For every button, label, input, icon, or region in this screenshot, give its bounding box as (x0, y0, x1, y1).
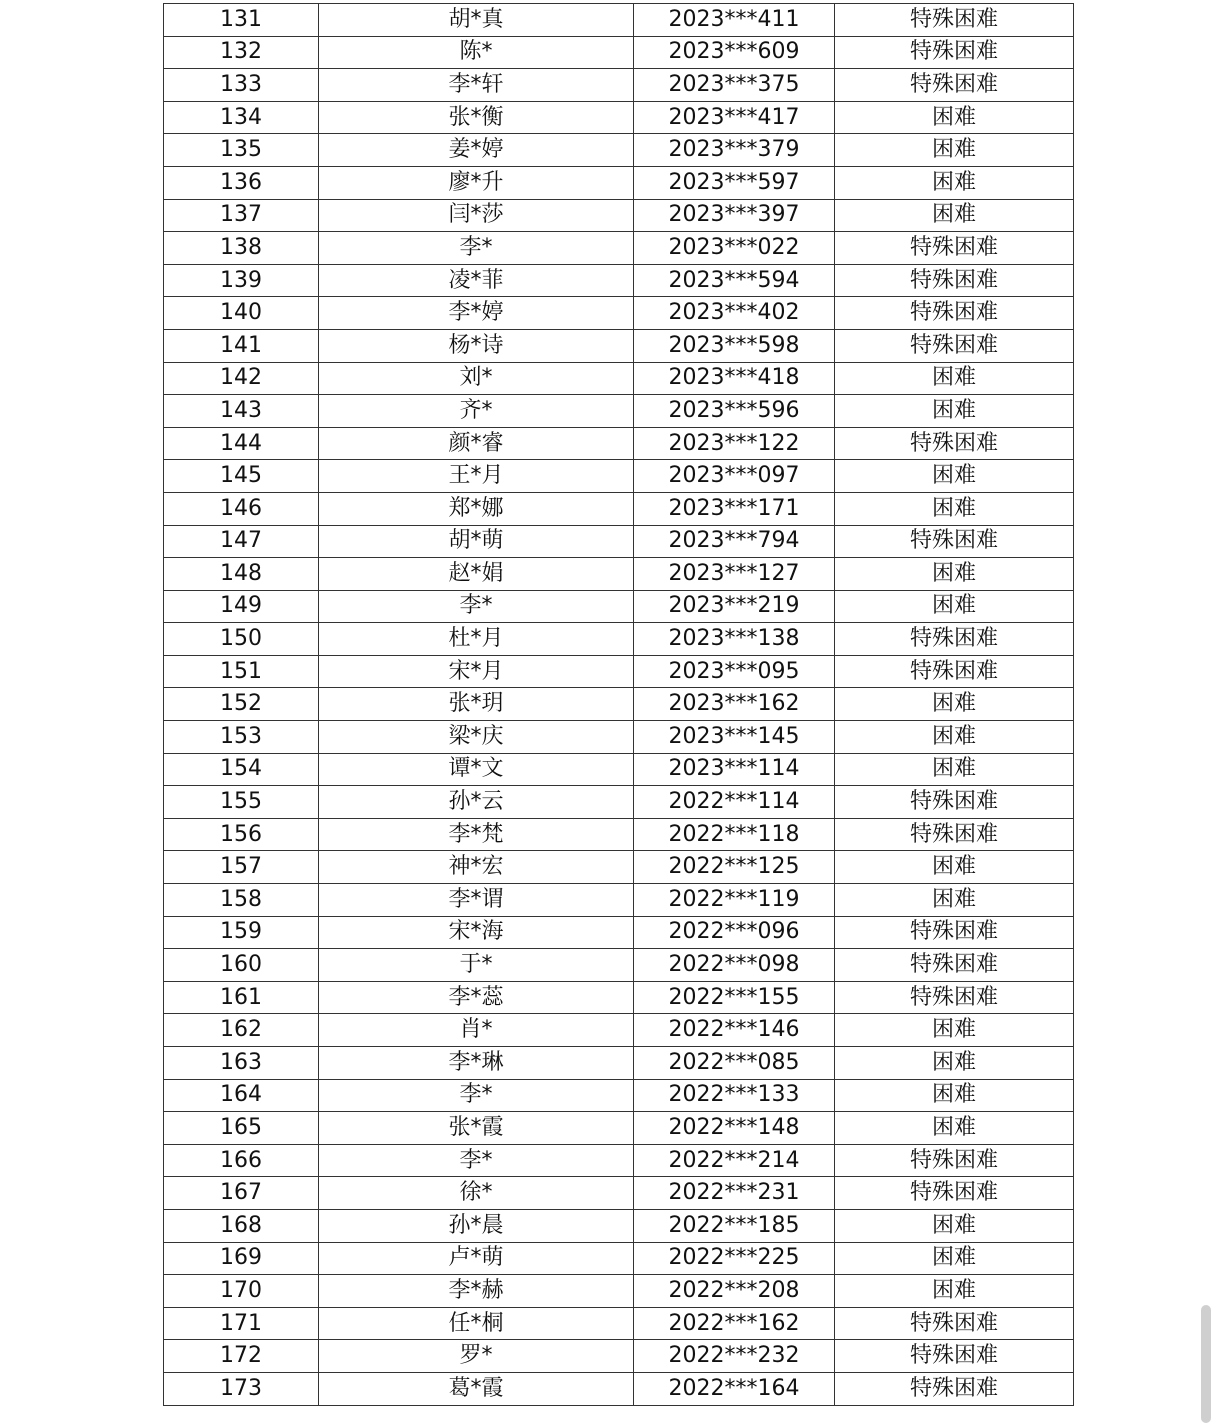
table-body (164, 4, 1074, 1406)
student-id-cell: 2023***596 (634, 395, 835, 428)
row-number-cell: 159 (164, 916, 319, 949)
student-id-cell: 2022***232 (634, 1340, 835, 1373)
difficulty-level-cell: 困难 (835, 362, 1074, 395)
name-cell: 徐* (319, 1177, 634, 1210)
name-cell: 于* (319, 949, 634, 982)
student-table (163, 3, 1074, 1406)
student-id-cell: 2022***133 (634, 1079, 835, 1112)
row-number-cell: 164 (164, 1079, 319, 1112)
student-id-cell: 2023***095 (634, 655, 835, 688)
difficulty-level-cell: 困难 (835, 395, 1074, 428)
name-cell: 李* (319, 1144, 634, 1177)
name-cell: 凌*菲 (319, 264, 634, 297)
table-row (164, 1014, 1074, 1047)
row-number-cell: 162 (164, 1014, 319, 1047)
row-number-cell: 161 (164, 981, 319, 1014)
table-row (164, 590, 1074, 623)
student-id-cell: 2022***185 (634, 1209, 835, 1242)
name-cell: 颜*睿 (319, 427, 634, 460)
student-id-cell: 2022***098 (634, 949, 835, 982)
name-cell: 葛*霞 (319, 1372, 634, 1405)
row-number-cell: 163 (164, 1047, 319, 1080)
student-id-cell: 2023***379 (634, 134, 835, 167)
table-row (164, 916, 1074, 949)
table-row (164, 69, 1074, 102)
row-number-cell: 156 (164, 818, 319, 851)
student-id-cell: 2023***411 (634, 4, 835, 37)
student-id-cell: 2023***114 (634, 753, 835, 786)
difficulty-level-cell: 困难 (835, 166, 1074, 199)
row-number-cell: 169 (164, 1242, 319, 1275)
row-number-cell: 154 (164, 753, 319, 786)
student-id-cell: 2023***598 (634, 329, 835, 362)
difficulty-level-cell: 困难 (835, 460, 1074, 493)
difficulty-level-cell: 困难 (835, 753, 1074, 786)
table-row (164, 981, 1074, 1014)
row-number-cell: 157 (164, 851, 319, 884)
name-cell: 张*玥 (319, 688, 634, 721)
table-row (164, 558, 1074, 591)
difficulty-level-cell: 困难 (835, 851, 1074, 884)
name-cell: 任*桐 (319, 1307, 634, 1340)
table-row (164, 166, 1074, 199)
table-row (164, 655, 1074, 688)
table-row (164, 1047, 1074, 1080)
row-number-cell: 134 (164, 101, 319, 134)
difficulty-level-cell: 困难 (835, 1079, 1074, 1112)
table-row (164, 36, 1074, 69)
name-cell: 胡*真 (319, 4, 634, 37)
difficulty-level-cell: 特殊困难 (835, 525, 1074, 558)
row-number-cell: 150 (164, 623, 319, 656)
row-number-cell: 153 (164, 721, 319, 754)
table-row (164, 1209, 1074, 1242)
name-cell: 孙*晨 (319, 1209, 634, 1242)
difficulty-level-cell: 特殊困难 (835, 36, 1074, 69)
table-row (164, 492, 1074, 525)
name-cell: 李*琳 (319, 1047, 634, 1080)
row-number-cell: 171 (164, 1307, 319, 1340)
table-row (164, 851, 1074, 884)
student-id-cell: 2023***417 (634, 101, 835, 134)
difficulty-level-cell: 特殊困难 (835, 1340, 1074, 1373)
student-id-cell: 2023***794 (634, 525, 835, 558)
row-number-cell: 168 (164, 1209, 319, 1242)
row-number-cell: 136 (164, 166, 319, 199)
name-cell: 罗* (319, 1340, 634, 1373)
table-row (164, 623, 1074, 656)
table-row (164, 297, 1074, 330)
row-number-cell: 160 (164, 949, 319, 982)
student-id-cell: 2022***118 (634, 818, 835, 851)
student-id-cell: 2023***145 (634, 721, 835, 754)
row-number-cell: 135 (164, 134, 319, 167)
name-cell: 张*霞 (319, 1112, 634, 1145)
student-id-cell: 2023***597 (634, 166, 835, 199)
row-number-cell: 146 (164, 492, 319, 525)
difficulty-level-cell: 困难 (835, 688, 1074, 721)
name-cell: 姜*婷 (319, 134, 634, 167)
student-id-cell: 2022***214 (634, 1144, 835, 1177)
row-number-cell: 151 (164, 655, 319, 688)
difficulty-level-cell: 特殊困难 (835, 297, 1074, 330)
row-number-cell: 142 (164, 362, 319, 395)
difficulty-level-cell: 特殊困难 (835, 916, 1074, 949)
difficulty-level-cell: 特殊困难 (835, 655, 1074, 688)
student-id-cell: 2022***125 (634, 851, 835, 884)
table-row (164, 264, 1074, 297)
difficulty-level-cell: 特殊困难 (835, 786, 1074, 819)
row-number-cell: 172 (164, 1340, 319, 1373)
student-id-cell: 2022***119 (634, 884, 835, 917)
table-row (164, 1144, 1074, 1177)
row-number-cell: 165 (164, 1112, 319, 1145)
student-id-cell: 2023***127 (634, 558, 835, 591)
student-id-cell: 2023***171 (634, 492, 835, 525)
student-id-cell: 2023***122 (634, 427, 835, 460)
student-id-cell: 2022***096 (634, 916, 835, 949)
table-row (164, 1112, 1074, 1145)
name-cell: 杜*月 (319, 623, 634, 656)
name-cell: 陈* (319, 36, 634, 69)
student-id-cell: 2022***155 (634, 981, 835, 1014)
row-number-cell: 139 (164, 264, 319, 297)
name-cell: 孙*云 (319, 786, 634, 819)
name-cell: 谭*文 (319, 753, 634, 786)
row-number-cell: 138 (164, 232, 319, 265)
row-number-cell: 173 (164, 1372, 319, 1405)
student-id-cell: 2022***208 (634, 1275, 835, 1308)
difficulty-level-cell: 困难 (835, 101, 1074, 134)
row-number-cell: 144 (164, 427, 319, 460)
student-id-cell: 2023***594 (634, 264, 835, 297)
row-number-cell: 148 (164, 558, 319, 591)
difficulty-level-cell: 困难 (835, 590, 1074, 623)
table-row (164, 427, 1074, 460)
student-id-cell: 2023***402 (634, 297, 835, 330)
student-id-cell: 2023***219 (634, 590, 835, 623)
row-number-cell: 152 (164, 688, 319, 721)
difficulty-level-cell: 困难 (835, 1014, 1074, 1047)
table-row (164, 1177, 1074, 1210)
table-row (164, 1372, 1074, 1405)
student-id-cell: 2023***138 (634, 623, 835, 656)
row-number-cell: 131 (164, 4, 319, 37)
student-id-cell: 2022***114 (634, 786, 835, 819)
student-id-cell: 2023***162 (634, 688, 835, 721)
row-number-cell: 149 (164, 590, 319, 623)
difficulty-level-cell: 困难 (835, 1112, 1074, 1145)
name-cell: 肖* (319, 1014, 634, 1047)
name-cell: 卢*萌 (319, 1242, 634, 1275)
row-number-cell: 147 (164, 525, 319, 558)
difficulty-level-cell: 特殊困难 (835, 623, 1074, 656)
row-number-cell: 141 (164, 329, 319, 362)
table-row (164, 525, 1074, 558)
student-id-cell: 2022***164 (634, 1372, 835, 1405)
table-row (164, 395, 1074, 428)
difficulty-level-cell: 特殊困难 (835, 1144, 1074, 1177)
table-row (164, 884, 1074, 917)
difficulty-level-cell: 特殊困难 (835, 4, 1074, 37)
difficulty-level-cell: 困难 (835, 721, 1074, 754)
student-id-cell: 2022***148 (634, 1112, 835, 1145)
row-number-cell: 140 (164, 297, 319, 330)
student-id-cell: 2022***146 (634, 1014, 835, 1047)
difficulty-level-cell: 困难 (835, 1209, 1074, 1242)
name-cell: 李*婷 (319, 297, 634, 330)
name-cell: 廖*升 (319, 166, 634, 199)
difficulty-level-cell: 困难 (835, 558, 1074, 591)
table-row (164, 362, 1074, 395)
vertical-scrollbar[interactable] (1201, 1305, 1211, 1423)
table-row (164, 134, 1074, 167)
table-row (164, 949, 1074, 982)
table-row (164, 232, 1074, 265)
difficulty-level-cell: 特殊困难 (835, 1307, 1074, 1340)
table-row (164, 1307, 1074, 1340)
difficulty-level-cell: 困难 (835, 884, 1074, 917)
row-number-cell: 143 (164, 395, 319, 428)
name-cell: 宋*月 (319, 655, 634, 688)
student-id-cell: 2023***418 (634, 362, 835, 395)
student-id-cell: 2022***162 (634, 1307, 835, 1340)
name-cell: 李* (319, 1079, 634, 1112)
difficulty-level-cell: 困难 (835, 1242, 1074, 1275)
table-row (164, 1340, 1074, 1373)
student-id-cell: 2022***231 (634, 1177, 835, 1210)
row-number-cell: 133 (164, 69, 319, 102)
student-id-cell: 2023***397 (634, 199, 835, 232)
difficulty-level-cell: 特殊困难 (835, 981, 1074, 1014)
difficulty-level-cell: 特殊困难 (835, 818, 1074, 851)
student-id-cell: 2023***609 (634, 36, 835, 69)
row-number-cell: 166 (164, 1144, 319, 1177)
name-cell: 李*谓 (319, 884, 634, 917)
difficulty-level-cell: 困难 (835, 1275, 1074, 1308)
difficulty-level-cell: 特殊困难 (835, 264, 1074, 297)
name-cell: 梁*庆 (319, 721, 634, 754)
difficulty-level-cell: 特殊困难 (835, 949, 1074, 982)
row-number-cell: 170 (164, 1275, 319, 1308)
table-row (164, 1275, 1074, 1308)
table-row (164, 753, 1074, 786)
difficulty-level-cell: 困难 (835, 1047, 1074, 1080)
table-row (164, 101, 1074, 134)
difficulty-level-cell: 特殊困难 (835, 1372, 1074, 1405)
table-row (164, 4, 1074, 37)
name-cell: 王*月 (319, 460, 634, 493)
name-cell: 郑*娜 (319, 492, 634, 525)
table-row (164, 818, 1074, 851)
student-id-cell: 2023***097 (634, 460, 835, 493)
name-cell: 神*宏 (319, 851, 634, 884)
student-id-cell: 2023***375 (634, 69, 835, 102)
difficulty-level-cell: 特殊困难 (835, 232, 1074, 265)
student-id-cell: 2022***085 (634, 1047, 835, 1080)
table-row (164, 1242, 1074, 1275)
student-id-cell: 2023***022 (634, 232, 835, 265)
name-cell: 李* (319, 232, 634, 265)
name-cell: 赵*娟 (319, 558, 634, 591)
difficulty-level-cell: 困难 (835, 492, 1074, 525)
table-row (164, 721, 1074, 754)
name-cell: 李*赫 (319, 1275, 634, 1308)
row-number-cell: 155 (164, 786, 319, 819)
name-cell: 杨*诗 (319, 329, 634, 362)
row-number-cell: 137 (164, 199, 319, 232)
table-row (164, 786, 1074, 819)
table-row (164, 329, 1074, 362)
table-row (164, 460, 1074, 493)
row-number-cell: 145 (164, 460, 319, 493)
difficulty-level-cell: 特殊困难 (835, 69, 1074, 102)
difficulty-level-cell: 困难 (835, 134, 1074, 167)
name-cell: 张*衡 (319, 101, 634, 134)
table-row (164, 199, 1074, 232)
difficulty-level-cell: 特殊困难 (835, 1177, 1074, 1210)
name-cell: 齐* (319, 395, 634, 428)
table-row (164, 1079, 1074, 1112)
name-cell: 李*轩 (319, 69, 634, 102)
table-row (164, 688, 1074, 721)
difficulty-level-cell: 困难 (835, 199, 1074, 232)
difficulty-level-cell: 特殊困难 (835, 427, 1074, 460)
name-cell: 宋*海 (319, 916, 634, 949)
row-number-cell: 132 (164, 36, 319, 69)
name-cell: 李* (319, 590, 634, 623)
row-number-cell: 167 (164, 1177, 319, 1210)
name-cell: 李*梵 (319, 818, 634, 851)
row-number-cell: 158 (164, 884, 319, 917)
name-cell: 李*蕊 (319, 981, 634, 1014)
name-cell: 闫*莎 (319, 199, 634, 232)
student-id-cell: 2022***225 (634, 1242, 835, 1275)
difficulty-level-cell: 特殊困难 (835, 329, 1074, 362)
name-cell: 胡*萌 (319, 525, 634, 558)
name-cell: 刘* (319, 362, 634, 395)
